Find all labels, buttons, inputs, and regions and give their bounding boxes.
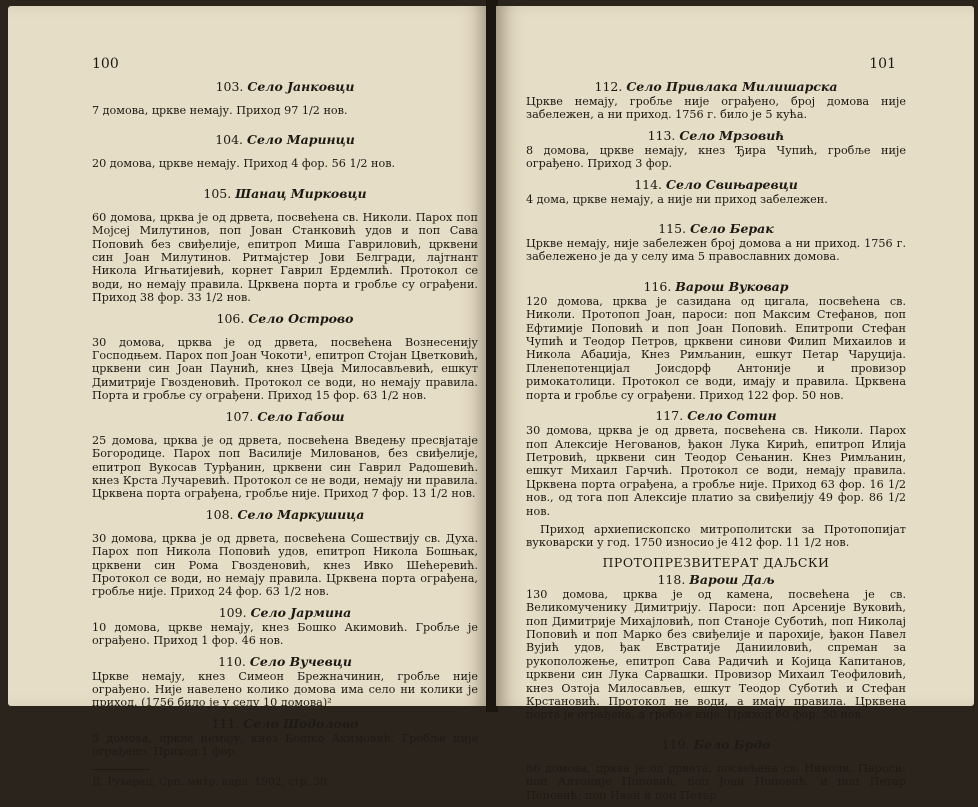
entry-text: 30 домова, црква је од дрвета, посвећена Сошествију св. Духа. Парох поп Никола Поповић удов, епитроп Никола Бошњак, црквени син Рома Гвозденовић, кнез Ивко Шећеревић. Протокол се води, но немају правила. Црквена порта ограђена, гробље није. Приход 24 фор. 63 1/2 нов. (92, 531, 478, 599)
entry-heading (92, 408, 478, 425)
entry-number: 117. (655, 408, 684, 424)
entry-name: Село Мрзовић (679, 127, 785, 143)
entry-number: 103. (215, 79, 244, 94)
entry-heading (526, 127, 906, 144)
entry-name: Село Сотин (687, 408, 777, 424)
entry-heading (526, 220, 906, 237)
entry-name: Село Јанковци (247, 79, 355, 94)
entry-heading (526, 176, 906, 193)
entry-text: 5 домова, цркве немају, кнез Бошко Акимовић. Гробље није ограђено. Приход 1 фор. (92, 731, 478, 759)
entry-heading (92, 506, 478, 523)
entry-number: 112. (594, 79, 623, 94)
right-page (496, 6, 974, 802)
entry-name: Село Јармина (250, 604, 352, 620)
entry-name: Село Маринци (247, 132, 355, 148)
entry-text: 130 домова, црква је од камена, посвећена је св. Великомученику Димитрију. Пароси: поп Арсеније Вуковић, поп Димитрије Михајловић, поп Станоје Суботић, поп Николај Поповић и поп Марко без свиђелије и парохије, ђакон Павел Вујић удов, ђак Евстратије Данииловић, спреман за рукоположење, епитроп Сава Радичић и Којица Капитанов, црквени син Лука Сарвашки. Провизор Михаил Теофиловић, кнез Озтоја Милосављев, ешкут Теодор Суботић и Стефан Крстановић. Протокол не води, а имају правила. Црквена порта је ограђена, а гробље није. Приход 60 фор. 50 нов. (526, 587, 906, 722)
entry-number: 106. (216, 310, 245, 326)
entry-name: Село Острово (248, 310, 354, 326)
entry-name: Шанац Мирковци (235, 185, 367, 201)
entry-heading (526, 736, 906, 753)
entry-text: 30 домова, црква је од дрвета, посвећена Вознесенију Господњем. Парох поп Јоан Чокоти¹, епитроп Стојан Цветковић, црквени син Јоан Пауниħ, кнез Цвеја Милосављевић, ешкут Димитрије Гвозденовић. Протокол се води, но немају правила. Порта и гробље су ограђени. Приход 15 фор. 63 1/2 нов. (92, 335, 478, 403)
entry-heading (92, 715, 478, 732)
entry-number: 113. (647, 127, 676, 143)
entry-text: 20 домова, цркве немају. Приход 4 фор. 56 1/2 нов. (92, 157, 396, 171)
entry-number: 110. (218, 653, 246, 669)
entry-text: 8 домова, цркве немају, кнез Ђира Чупић, гробље није ограђено. Приход 3 фор. (526, 143, 906, 171)
income-note: Приход архиепископско митрополитски за Протопопијат вуковарски у год. 1750 износио је 412 фор. 11 1/2 нов. (526, 522, 906, 550)
entry-heading (526, 571, 906, 588)
entry-heading (526, 407, 906, 424)
entry-text: 7 домова, цркве немају. Приход 97 1/2 нов. (92, 104, 348, 117)
entry-name: Село Берак (690, 221, 774, 237)
entry-heading (92, 310, 478, 327)
entry-text: Цркве немају, гробље није ограђено, број домова није забележен, а ни приход. 1756 г. било је 5 кућа. (526, 95, 906, 122)
entry-heading (92, 185, 478, 202)
entry-heading (526, 278, 906, 295)
entry-number: 107. (225, 408, 254, 424)
entry-name: Бело Брдо (693, 736, 771, 752)
entry-number: 104. (215, 132, 244, 148)
entry-name: Село Габош (257, 408, 345, 424)
footnote: Д. Руварац, Срп. митр. карл. 1902, стр. 30. (92, 775, 330, 788)
entry-name: Село Привлака Милишарска (626, 79, 838, 94)
entry-text: Цркве немају, кнез Симеон Брежначинин, гробље није ограђено. Није навелено колико домова има село ни колики је приход. (1756 било је у селу 10 домова)² (92, 669, 478, 710)
entry-name: Варош Вуковар (675, 278, 789, 294)
entry-number: 114. (634, 176, 663, 192)
entry-name: Село Свињаревци (666, 176, 798, 192)
entry-text: 120 домова, црква је сазидана од цигала, посвећена св. Николи. Протопоп Јоан, пароси: поп Максим Стефанов, поп Ефтимије Поповић и поп Јоан Поповић. Епитропи Стефан Чупић и Теодор Петров, црквени синови Филип Михаилов и Никола Абаџија, Кнез Римљанин, ешкут Петар Чаруција. Пленепотенцијал Јоисдорф Антоније и провизор римокатолици. Протокол се води, имају и правила. Црквена порта и гробље су ограђени. Приход 122 фор. 50 нов. (526, 294, 906, 402)
entry-text: 25 домова, црква је од дрвета, посвећена Введењу пресвјатаје Богородице. Парох поп Василије Милованов, без свиђелије, епитроп Вукосав Турђанин, црквени син Гаврил Радошевић. кнез Крста Лучаревић. Протокол се не води, немају ни правила. Црквена порта ограђена, гробље није. Приход 7 фор. 13 1/2 нов. (92, 433, 478, 501)
entry-text: 30 домова, црква је од дрвета, посвећена св. Николи. Парох поп Алексије Негованов, ђакон Лука Кирић, епитроп Илија Петровић, црквени син Теодор Сењанин. Кнез Римљанин, ешкут Михаил Гарчић. Протокол се води, немају правила. Црквена порта ограђена, а гробље није. Приход 63 фор. 16 1/2 нов., од тога поп Алексије платио за свиђелију 49 фор. 86 1/2 нов. (526, 424, 906, 518)
page-number: 100 (92, 56, 119, 72)
entry-number: 105. (203, 185, 232, 201)
entry-heading (526, 78, 906, 95)
entry-name: Село Шодолово (243, 715, 359, 731)
entry-heading (92, 131, 478, 148)
entry-text: 4 дома, цркве немају, а није ни приход забележен. (526, 192, 828, 206)
entry-heading (92, 604, 478, 621)
left-page (8, 6, 488, 788)
entry-name: Варош Даљ (689, 571, 775, 587)
entry-heading (92, 78, 478, 95)
page-number: 101 (869, 56, 896, 72)
entry-number: 109. (218, 604, 247, 620)
entry-number: 111. (211, 715, 240, 731)
right-page-content (526, 78, 906, 807)
entry-name: Село Маркушица (237, 506, 365, 522)
entry-number: 116. (643, 278, 672, 294)
section-title: ПРОТОПРЕЗВИТЕРАТ ДАЉСКИ (602, 554, 830, 570)
entry-text: Цркве немају, није забележен број домова а ни приход. 1756 г. забележено је да у селу има 5 православних домова. (526, 237, 906, 264)
entry-text: 86 домова, црква је од дрвета, посвећена св. Николи. Пароси: поп Антоније Поповић, поп Јоан Поповић, и поп Петар Поповић; поп Иван и поп Петар (526, 761, 906, 802)
entry-text: 10 домова, цркве немају, кнез Бошко Акимовић. Гробље је ограђено. Приход 1 фор. 46 нов. (92, 620, 478, 648)
entry-number: 119. (661, 736, 690, 752)
left-page-content (92, 78, 478, 789)
entry-number: 108. (205, 506, 234, 522)
entry-number: 115. (658, 221, 687, 237)
entry-text: 60 домова, црква је од дрвета, посвећена св. Николи. Парох поп Мојсеј Милутинов, поп Јован Станковић удов и поп Сава Поповић без свиђелије, епитроп Миша Гавриловић, црквени син Јоан Милутинов. Ритмајстер Јови Белгради, лајтнант Никола Игњатијевић, корнет Гаврил Ердемлић. Протокол се води, но немају правила. Црквена порта и гробље су ограђени. Приход 38 фор. 33 1/2 нов. (92, 210, 478, 305)
entry-number: 118. (657, 571, 686, 587)
footnote-rule (92, 769, 150, 770)
entry-name: Село Вучевци (249, 653, 352, 669)
entry-heading (92, 653, 478, 670)
